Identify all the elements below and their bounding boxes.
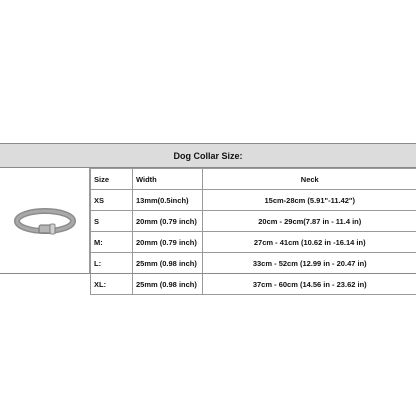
size-header: Size — [91, 169, 133, 190]
width-cell: 25mm (0.98 inch) — [133, 253, 203, 274]
width-cell: 25mm (0.98 inch) — [133, 274, 203, 295]
table-header-row — [91, 169, 416, 190]
neck-cell: 20cm - 29cm(7.87 in - 11.4 in) — [203, 211, 416, 232]
table-row — [91, 253, 416, 274]
size-cell: L: — [91, 253, 133, 274]
width-cell: 13mm(0.5inch) — [133, 190, 203, 211]
neck-cell: 37cm - 60cm (14.56 in - 23.62 in) — [203, 274, 416, 295]
width-header: Width — [133, 169, 203, 190]
width-cell: 20mm (0.79 inch) — [133, 211, 203, 232]
chart-title: Dog Collar Size: — [0, 143, 416, 168]
size-cell: S — [91, 211, 133, 232]
dog-collar-image — [13, 201, 77, 241]
collar-image — [0, 168, 90, 274]
neck-cell: 15cm-28cm (5.91"-11.42") — [203, 190, 416, 211]
table-row — [91, 274, 416, 295]
size-cell: M: — [91, 232, 133, 253]
size-chart — [0, 143, 416, 289]
size-cell: XL: — [91, 274, 133, 295]
neck-header: Neck — [203, 169, 416, 190]
bottom-divider — [0, 273, 416, 274]
table-row — [91, 190, 416, 211]
table-row — [91, 232, 416, 253]
width-cell: 20mm (0.79 inch) — [133, 232, 203, 253]
neck-cell: 27cm - 41cm (10.62 in -16.14 in) — [203, 232, 416, 253]
neck-cell: 33cm - 52cm (12.99 in - 20.47 in) — [203, 253, 416, 274]
table-row — [91, 211, 416, 232]
size-table — [90, 168, 416, 295]
size-cell: XS — [91, 190, 133, 211]
